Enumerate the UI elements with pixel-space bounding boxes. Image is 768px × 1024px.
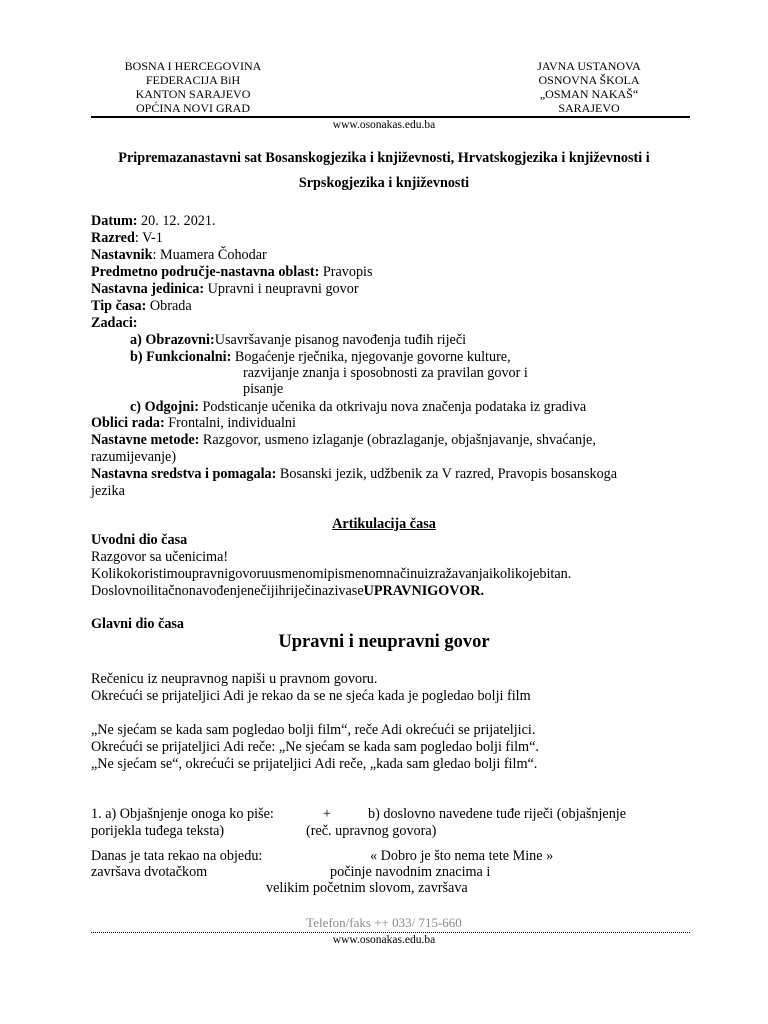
header-right-line: JAVNA USTANOVA [537, 59, 641, 73]
page-title-line2: Srpskogjezika i književnosti [298, 175, 470, 191]
header-right-line: OSNOVNA ŠKOLA [538, 73, 640, 87]
field-label: c) Odgojni: [130, 399, 199, 415]
header-left-line: BOSNA I HERCEGOVINA [124, 59, 262, 73]
field-tip [91, 298, 192, 315]
field-value: Upravni i neupravni govor [204, 281, 359, 297]
explanation-a-cont: porijekla tuđega teksta) [91, 823, 225, 839]
field-label: Nastavna jedinica: [91, 281, 205, 297]
field-label: Razred [91, 230, 135, 246]
field-metode [91, 432, 596, 449]
field-datum [91, 213, 216, 230]
section-heading-glavni: Glavni dio časa [91, 616, 185, 632]
field-value: Bosanski jezik, udžbenik za V razred, Pravopis bosanskoga [276, 466, 618, 482]
field-label: a) Obrazovni: [130, 332, 215, 348]
annotation-zavrsava: završava dvotačkom [91, 864, 208, 880]
field-sredstva-cont: jezika [91, 483, 125, 499]
field-obrazovni [130, 332, 466, 349]
task-line: Okrećući se prijateljici Adi je rekao da se ne sjeća kada je pogledao bolji film [91, 688, 531, 704]
field-predmet [91, 264, 373, 281]
field-odgojni [130, 399, 586, 416]
uvodni-line: Kolikokoristimoupravnigovoruusmenomipismenomnačinuizražavanjaikolikojebitan. [91, 566, 572, 582]
field-value: Razgovor, usmeno izlaganje (obrazlaganje, objašnjavanje, shvaćanje, [199, 432, 596, 448]
field-funkcionalni-cont: pisanje [243, 381, 284, 397]
footer-divider [91, 932, 690, 933]
field-razred [91, 230, 163, 247]
field-funkcionalni-cont: razvijanje znanja i sposobnosti za pravilan govor i [243, 365, 528, 381]
field-label: Predmetno područje-nastavna oblast: [91, 264, 320, 280]
explanation-plus: + [323, 806, 332, 822]
uvodni-text: Doslovnoilitačnonavođenjenečijihriječinazivase [91, 583, 364, 599]
example-line: „Ne sjećam se kada sam pogledao bolji film“, reče Adi okrećući se prijateljici. [91, 722, 536, 738]
example-line: Okrećući se prijateljici Adi reče: „Ne sjećam se kada sam pogledao bolji film“. [91, 739, 539, 755]
field-label: Tip časa: [91, 298, 147, 314]
uvodni-line [91, 583, 484, 600]
field-label: b) Funkcionalni: [130, 349, 232, 365]
field-label: Datum: [91, 213, 138, 229]
header-left-line: KANTON SARAJEVO [135, 87, 251, 101]
example-line: „Ne sjećam se“, okrećući se prijateljici Adi reče, „kada sam gledao bolji film“. [91, 756, 538, 772]
field-value: Bogaćenje rječnika, njegovanje govorne kulture, [231, 349, 511, 365]
field-metode-cont: razumijevanje) [91, 449, 177, 465]
explanation-a: 1. a) Objašnjenje onoga ko piše: [91, 806, 274, 822]
field-label: Nastavne metode: [91, 432, 200, 448]
uvodni-bold-term: UPRAVNIGOVOR. [363, 583, 485, 599]
field-value: Frontalni, individualni [164, 415, 296, 431]
field-value: : V-1 [134, 230, 163, 246]
field-oblici [91, 415, 296, 432]
field-sredstva [91, 466, 617, 483]
field-label: Nastavna sredstva i pomagala: [91, 466, 277, 482]
header-left-line: OPĆINA NOVI GRAD [135, 101, 250, 115]
header-right-line: „OSMAN NAKAŠ“ [539, 87, 639, 101]
header-right-line: SARAJEVO [558, 101, 620, 115]
section-heading-artikulacija: Artikulacija časa [332, 516, 436, 532]
uvodni-line: Razgovor sa učenicima! [91, 549, 229, 565]
page-title-line1: Pripremazanastavni sat Bosanskogjezika i književnosti, Hrvatskogjezika i književnosti i [118, 150, 650, 166]
field-nastavnik [91, 247, 267, 264]
header-left-line: FEDERACIJA BiH [145, 73, 241, 87]
field-value: : Muamera Čohodar [152, 247, 267, 263]
annotation-velikim: velikim početnim slovom, završava [266, 880, 468, 896]
explanation-b: b) doslovno navedene tuđe riječi (objašnjenje [368, 806, 627, 822]
field-value: Usavršavanje pisanog navođenja tuđih riječi [214, 332, 467, 348]
field-value: Pravopis [319, 264, 373, 280]
footer-phone: Telefon/faks ++ 033/ 715-660 [306, 915, 462, 930]
example-sentence-quote: « Dobro je što nema tete Mine » [370, 848, 554, 864]
header-website: www.osonakas.edu.ba [332, 119, 436, 131]
example-sentence-intro: Danas je tata rekao na objedu: [91, 848, 263, 864]
field-value: 20. 12. 2021. [137, 213, 216, 229]
field-zadaci: Zadaci: [91, 315, 138, 331]
field-label: Oblici rada: [91, 415, 165, 431]
field-label: Nastavnik [91, 247, 153, 263]
explanation-b-cont: (reč. upravnog govora) [306, 823, 437, 839]
section-heading-uvodni: Uvodni dio časa [91, 532, 188, 548]
annotation-pocinje: počinje navodnim znacima i [330, 864, 491, 880]
footer-website: www.osonakas.edu.ba [332, 934, 436, 946]
field-jedinica [91, 281, 359, 298]
glavni-big-title: Upravni i neupravni govor [278, 632, 490, 652]
task-line: Rečenicu iz neupravnog napiši u pravnom govoru. [91, 671, 378, 687]
field-value: Podsticanje učenika da otkrivaju nova značenja podataka iz gradiva [198, 399, 587, 415]
header-divider [91, 116, 690, 118]
field-funkcionalni [130, 349, 511, 366]
field-value: Obrada [146, 298, 192, 314]
